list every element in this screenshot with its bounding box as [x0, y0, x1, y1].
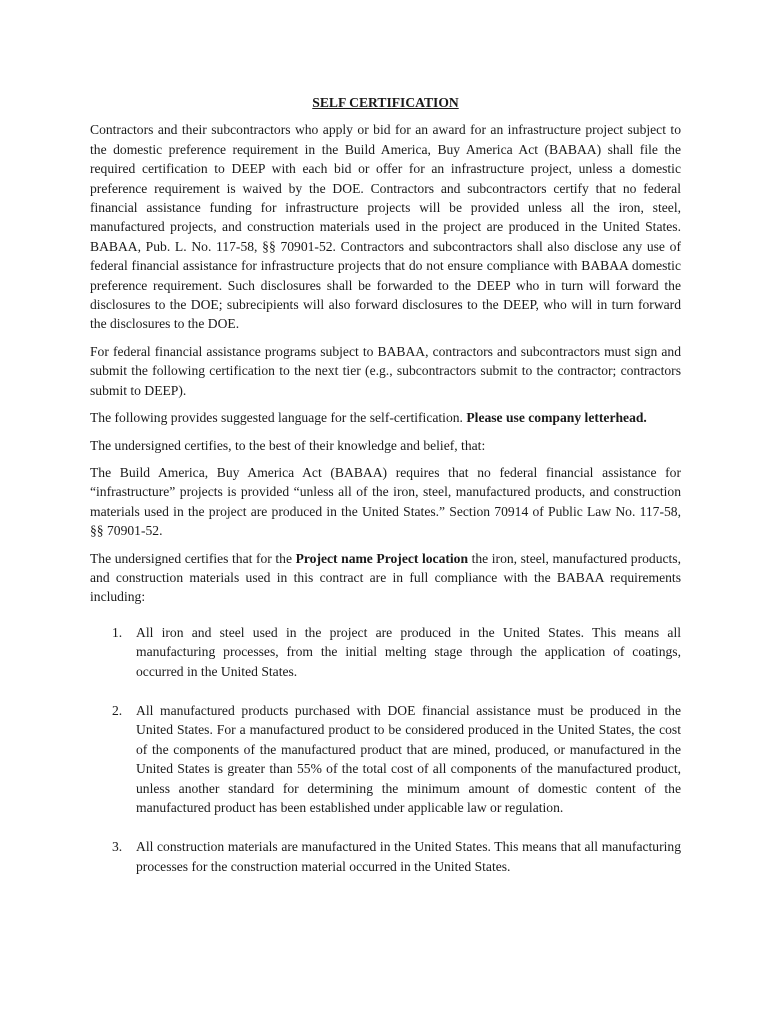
project-text-pre: The undersigned certifies that for the — [90, 550, 296, 566]
requirements-list — [90, 623, 681, 876]
letterhead-paragraph — [90, 408, 681, 427]
certifies-paragraph: The undersigned certifies, to the best of their knowledge and belief, that: — [90, 437, 486, 453]
project-paragraph — [90, 549, 681, 607]
letterhead-instruction: Please use company letterhead. — [466, 410, 647, 426]
list-item — [90, 837, 681, 876]
list-item-text: All manufactured products purchased with DOE financial assistance must be produced in the United States. For a manufactured product to be considered produced in the United States, the cost of the components of the manufactured product that are mined, produced, or manufactured in the United States is greater than 55% of the total cost of all components of the manufactured product, unless another standard for determining the minimum amount of domestic content of the manufactured product has been established under applicable law or regulation. — [136, 702, 681, 815]
document-page — [90, 93, 681, 896]
list-item-number: 2. — [112, 702, 123, 718]
document-title: SELF CERTIFICATION — [312, 95, 459, 110]
submission-paragraph: For federal financial assistance programs subject to BABAA, contractors and subcontractors must sign and submit the following certification to the next tier (e.g., subcontractors submit to the contractor; contractors submit to DEEP). — [90, 343, 681, 398]
list-item — [90, 623, 681, 681]
letterhead-text: The following provides suggested language for the self-certification. — [90, 410, 467, 426]
list-item-number: 1. — [112, 624, 123, 640]
list-item — [90, 701, 681, 817]
list-item-text: All iron and steel used in the project are produced in the United States. This means all manufacturing processes, from the initial melting stage through the application of coatings, occurred in the United States. — [136, 624, 681, 679]
intro-paragraph: Contractors and their subcontractors who apply or bid for an award for an infrastructure project subject to the domestic preference requirement in the Build America, Buy America Act (BABAA) shall file the required certification to DEEP with each bid or offer for an infrastructure project, unless a domestic preference requirement is waived by the DOE. Contractors and subcontractors certify that no federal financial assistance funding for infrastructure projects will be provided unless all the iron, steel, manufactured projects, and construction materials used in the project are produced in the United States. BABAA, Pub. L. No. 117-58, §§ 70901-52. Contractors and subcontractors shall also disclose any use of federal financial assistance for infrastructure projects that do not ensure compliance with BABAA domestic preference requirement. Such disclosures shall be forwarded to the DEEP who in turn will forward the disclosures to the DOE; subrecipients will also forward disclosures to the DEEP, who will in turn forward the disclosures to the DOE. — [90, 122, 681, 332]
project-text-post: the iron, steel, manufactured products, and construction materials used in this contract are in full compliance with the BABAA requirements including: — [90, 550, 681, 605]
project-name-location: Project name Project location — [295, 550, 469, 566]
list-item-text: All construction materials are manufactured in the United States. This means that all manufacturing processes for the construction material occurred in the United States. — [136, 839, 681, 874]
babaa-paragraph: The Build America, Buy America Act (BABAA) requires that no federal financial assistance for “infrastructure” projects is provided “unless all of the iron, steel, manufactured products, and construction materials used in the project are produced in the United States.” Section 70914 of Public Law No. 117-58, §§ 70901-52. — [90, 464, 681, 539]
list-item-number: 3. — [112, 839, 123, 855]
